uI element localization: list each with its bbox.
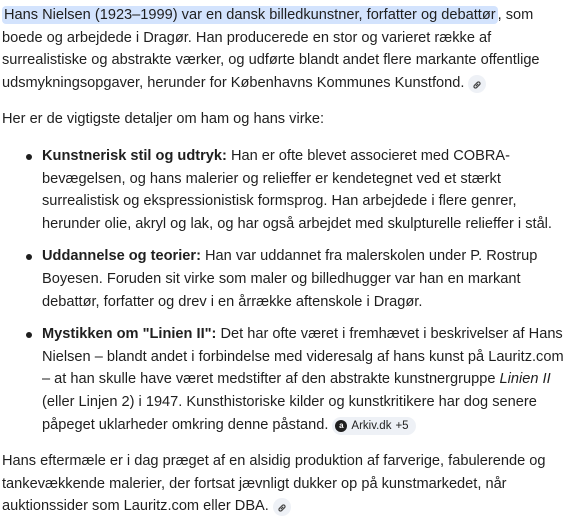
source-chip[interactable] <box>332 417 415 435</box>
intro-rest: , som boede og arbejdede i Dragør. Han producerede en stor og varieret række af surrealistiske og abstrakte værker, og udførte blandt andet flere markante offentlige udsmykningsopgaver, herunder for Københavns Kommunes Kunstfond. <box>2 7 540 91</box>
item-text: (eller Linjen 2) i 1947. Kunsthistoriske kilder og kunstkritikere har dog senere påpeget uklarheder omkring denne påstand. <box>42 393 537 433</box>
source-logo-icon: a <box>335 420 347 432</box>
item-title: Mystikken om "Linien II": <box>42 326 217 343</box>
source-label: Arkiv.dk <box>351 419 392 432</box>
item-title: Uddannelse og teorier: <box>42 248 201 265</box>
lead-in-text: Her er de vigtigste detaljer om ham og hans virke: <box>2 111 325 128</box>
bullet-icon <box>26 154 32 160</box>
list-item <box>42 145 567 235</box>
list-item <box>42 245 567 313</box>
bullet-icon <box>26 332 32 338</box>
item-title: Kunstnerisk stil og udtryk: <box>42 147 227 164</box>
link-icon[interactable] <box>273 498 291 516</box>
item-text: Det har ofte været i fremhævet i beskrivelser af Hans Nielsen – blandt andet i forbindelse med videresalg af hans kunst på Lauritz.com – at han skulle have været medstifter af den abstrakte kunstnergruppe <box>42 326 564 388</box>
item-text: Han var uddannet fra malerskolen under P. Rostrup Boyesen. Foruden sit virke som maler og billedhugger var han en markant debattør, forfatter og drev i en årrække aftenskole i Dragør. <box>42 248 538 310</box>
source-extra-count: +5 <box>395 419 409 432</box>
intro-paragraph <box>2 4 567 94</box>
item-text: Han er ofte blevet associeret med COBRA-bevægelsen, og hans malerier og relieffer er kendetegnet ved et stærkt surrealistisk og ekspressionistisk formsprog. Han arbejdede i flere genrer, herunder olie, akryl og lak, og har også arbejdet med skulpturelle relieffer i stål. <box>42 147 552 232</box>
item-text-emphasis: Linien II <box>499 371 551 388</box>
closing-text: Hans eftermæle er i dag præget af en alsidig produktion af farverige, fabulerende og tankevækkende malerier, der fortsat jævnligt dukker op på kunstmarkedet, når auktionssider som Lauritz.com eller DBA. <box>2 453 546 515</box>
details-list <box>2 145 567 436</box>
highlighted-sentence: Hans Nielsen (1923–1999) var en dansk billedkunstner, forfatter og debattør <box>4 7 496 23</box>
link-icon[interactable] <box>468 75 486 93</box>
closing-paragraph <box>2 450 567 518</box>
bullet-icon <box>26 254 32 260</box>
list-item <box>42 323 567 436</box>
